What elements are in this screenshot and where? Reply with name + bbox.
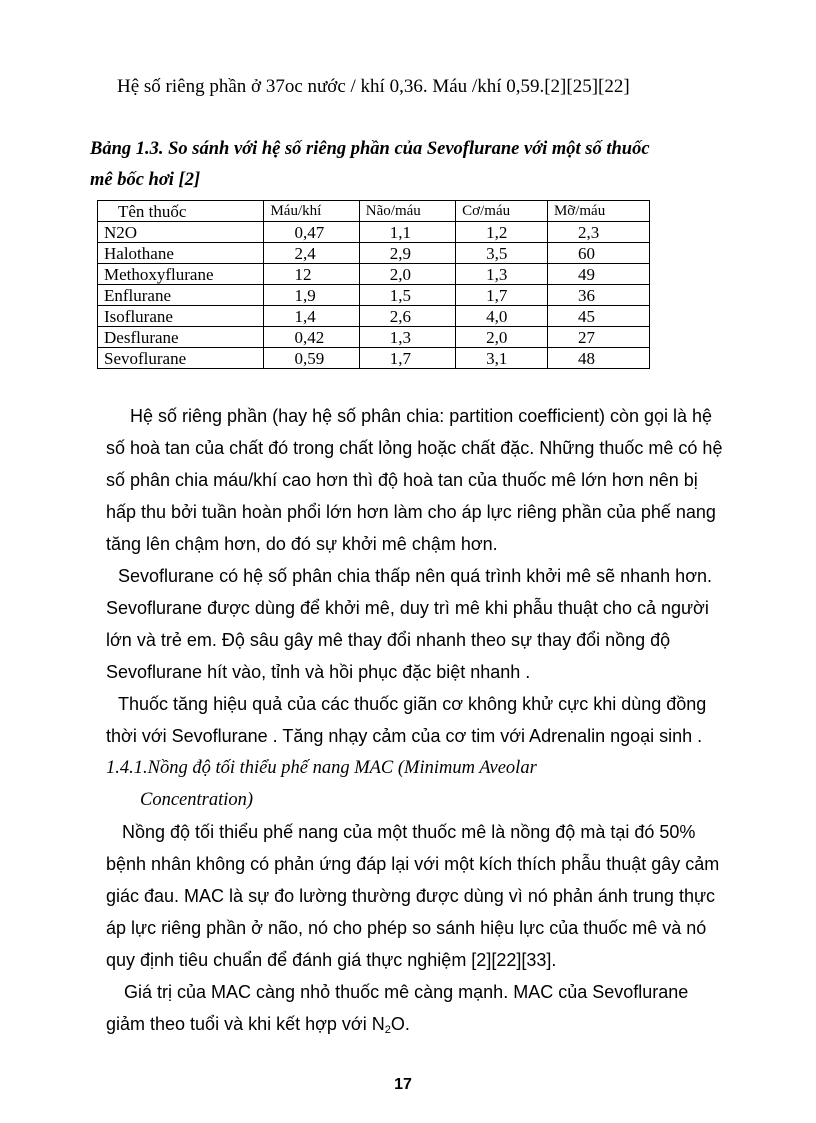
paragraph-4-line-2: bệnh nhân không có phản ứng đáp lại với một kích thích phẫu thuật gây cảm (106, 854, 720, 874)
table-row (98, 264, 650, 285)
paragraph-4-line-4: áp lực riêng phần ở não, nó cho phép so sánh hiệu lực của thuốc mê và nó (106, 918, 707, 938)
drug-name: Halothane (98, 243, 264, 264)
fat-blood-value: 2,3 (547, 222, 649, 243)
header-fat-blood: Mỡ/máu (547, 201, 649, 222)
paragraph-5-line-2-end: O. (390, 1014, 410, 1034)
drug-name: Enflurane (98, 285, 264, 306)
brain-blood-value: 2,6 (359, 306, 455, 327)
drug-name: Methoxyflurane (98, 264, 264, 285)
paragraph-4-line-5: quy định tiêu chuẩn để đánh giá thực nghiệm [2][22][33]. (106, 950, 557, 970)
paragraph-2-line-3: lớn và trẻ em. Độ sâu gây mê thay đổi nhanh theo sự thay đổi nồng độ (106, 630, 671, 650)
intro-line: Hệ số riêng phần ở 37oc nước / khí 0,36. Máu /khí 0,59.[2][25][22] (117, 76, 630, 97)
paragraph-5-line-1: Giá trị của MAC càng nhỏ thuốc mê càng mạnh. MAC của Sevoflurane (124, 982, 689, 1002)
header-drug-name: Tên thuốc (98, 201, 264, 222)
paragraph-3-line-1: Thuốc tăng hiệu quả của các thuốc giãn cơ không khử cực khi dùng đồng (118, 694, 707, 714)
header-muscle-blood: Cơ/máu (456, 201, 548, 222)
fat-blood-value: 27 (547, 327, 649, 348)
header-brain-blood: Não/máu (359, 201, 455, 222)
drug-name: N2O (98, 222, 264, 243)
section-heading-line-2: Concentration) (140, 790, 254, 810)
blood-gas-value: 0,59 (264, 348, 359, 369)
paragraph-2-line-2: Sevoflurane được dùng để khởi mê, duy trì mê khi phẫu thuật cho cả người (106, 598, 709, 618)
brain-blood-value: 1,7 (359, 348, 455, 369)
table-row (98, 327, 650, 348)
brain-blood-value: 2,9 (359, 243, 455, 264)
brain-blood-value: 1,3 (359, 327, 455, 348)
blood-gas-value: 0,42 (264, 327, 359, 348)
table-row (98, 222, 650, 243)
table-row (98, 306, 650, 327)
brain-blood-value: 2,0 (359, 264, 455, 285)
paragraph-1-line-4: hấp thu bởi tuần hoàn phổi lớn hơn làm cho áp lực riêng phần của phế nang (106, 502, 716, 522)
blood-gas-value: 12 (264, 264, 359, 285)
drug-name: Desflurane (98, 327, 264, 348)
blood-gas-value: 1,9 (264, 285, 359, 306)
fat-blood-value: 48 (547, 348, 649, 369)
muscle-blood-value: 2,0 (456, 327, 548, 348)
table-row (98, 348, 650, 369)
muscle-blood-value: 1,7 (456, 285, 548, 306)
paragraph-3-line-2: thời với Sevoflurane . Tăng nhạy cảm của cơ tim với Adrenalin ngoại sinh . (106, 726, 703, 746)
muscle-blood-value: 4,0 (456, 306, 548, 327)
fat-blood-value: 45 (547, 306, 649, 327)
paragraph-1-line-3: số phân chia máu/khí cao hơn thì độ hoà tan của thuốc mê lớn hơn nên bị (106, 470, 698, 490)
paragraph-1-line-2: số hoà tan của chất đó trong chất lỏng hoặc chất đặc. Những thuốc mê có hệ (106, 438, 723, 458)
muscle-blood-value: 1,2 (456, 222, 548, 243)
section-heading-line-1: 1.4.1.Nồng độ tối thiểu phế nang MAC (Minimum Aveolar (106, 758, 537, 778)
paragraph-4-line-3: giác đau. MAC là sự đo lường thường được dùng vì nó phản ánh trung thực (106, 886, 716, 906)
table-caption-line-2: mê bốc hơi [2] (90, 170, 201, 190)
paragraph-1-line-5: tăng lên chậm hơn, do đó sự khởi mê chậm hơn. (106, 534, 498, 554)
paragraph-4-line-1: Nồng độ tối thiểu phế nang của một thuốc mê là nồng độ mà tại đó 50% (122, 822, 696, 842)
blood-gas-value: 1,4 (264, 306, 359, 327)
fat-blood-value: 49 (547, 264, 649, 285)
paragraph-5-line-2-text: giảm theo tuổi và khi kết hợp với N (106, 1014, 385, 1034)
drug-name: Sevoflurane (98, 348, 264, 369)
partition-coefficient-table (97, 200, 650, 369)
blood-gas-value: 0,47 (264, 222, 359, 243)
muscle-blood-value: 3,1 (456, 348, 548, 369)
muscle-blood-value: 1,3 (456, 264, 548, 285)
header-blood-gas: Máu/khí (264, 201, 359, 222)
paragraph-1-line-1: Hệ số riêng phần (hay hệ số phân chia: partition coefficient) còn gọi là hệ (130, 406, 713, 426)
muscle-blood-value: 3,5 (456, 243, 548, 264)
table-caption-line-1: Bảng 1.3. So sánh với hệ số riêng phần của Sevoflurane với một số thuốc (90, 139, 650, 159)
fat-blood-value: 36 (547, 285, 649, 306)
paragraph-2-line-1: Sevoflurane có hệ số phân chia thấp nên quá trình khởi mê sẽ nhanh hơn. (118, 566, 713, 586)
blood-gas-value: 2,4 (264, 243, 359, 264)
fat-blood-value: 60 (547, 243, 649, 264)
brain-blood-value: 1,1 (359, 222, 455, 243)
paragraph-5-line-2 (106, 1013, 410, 1035)
table-header-row (98, 201, 650, 222)
table-row (98, 243, 650, 264)
drug-name: Isoflurane (98, 306, 264, 327)
brain-blood-value: 1,5 (359, 285, 455, 306)
table-row (98, 285, 650, 306)
n2o-subscript: 2 (384, 1024, 391, 1036)
page-number: 17 (394, 1076, 412, 1093)
paragraph-2-line-4: Sevoflurane hít vào, tỉnh và hồi phục đặc biệt nhanh . (106, 662, 531, 682)
